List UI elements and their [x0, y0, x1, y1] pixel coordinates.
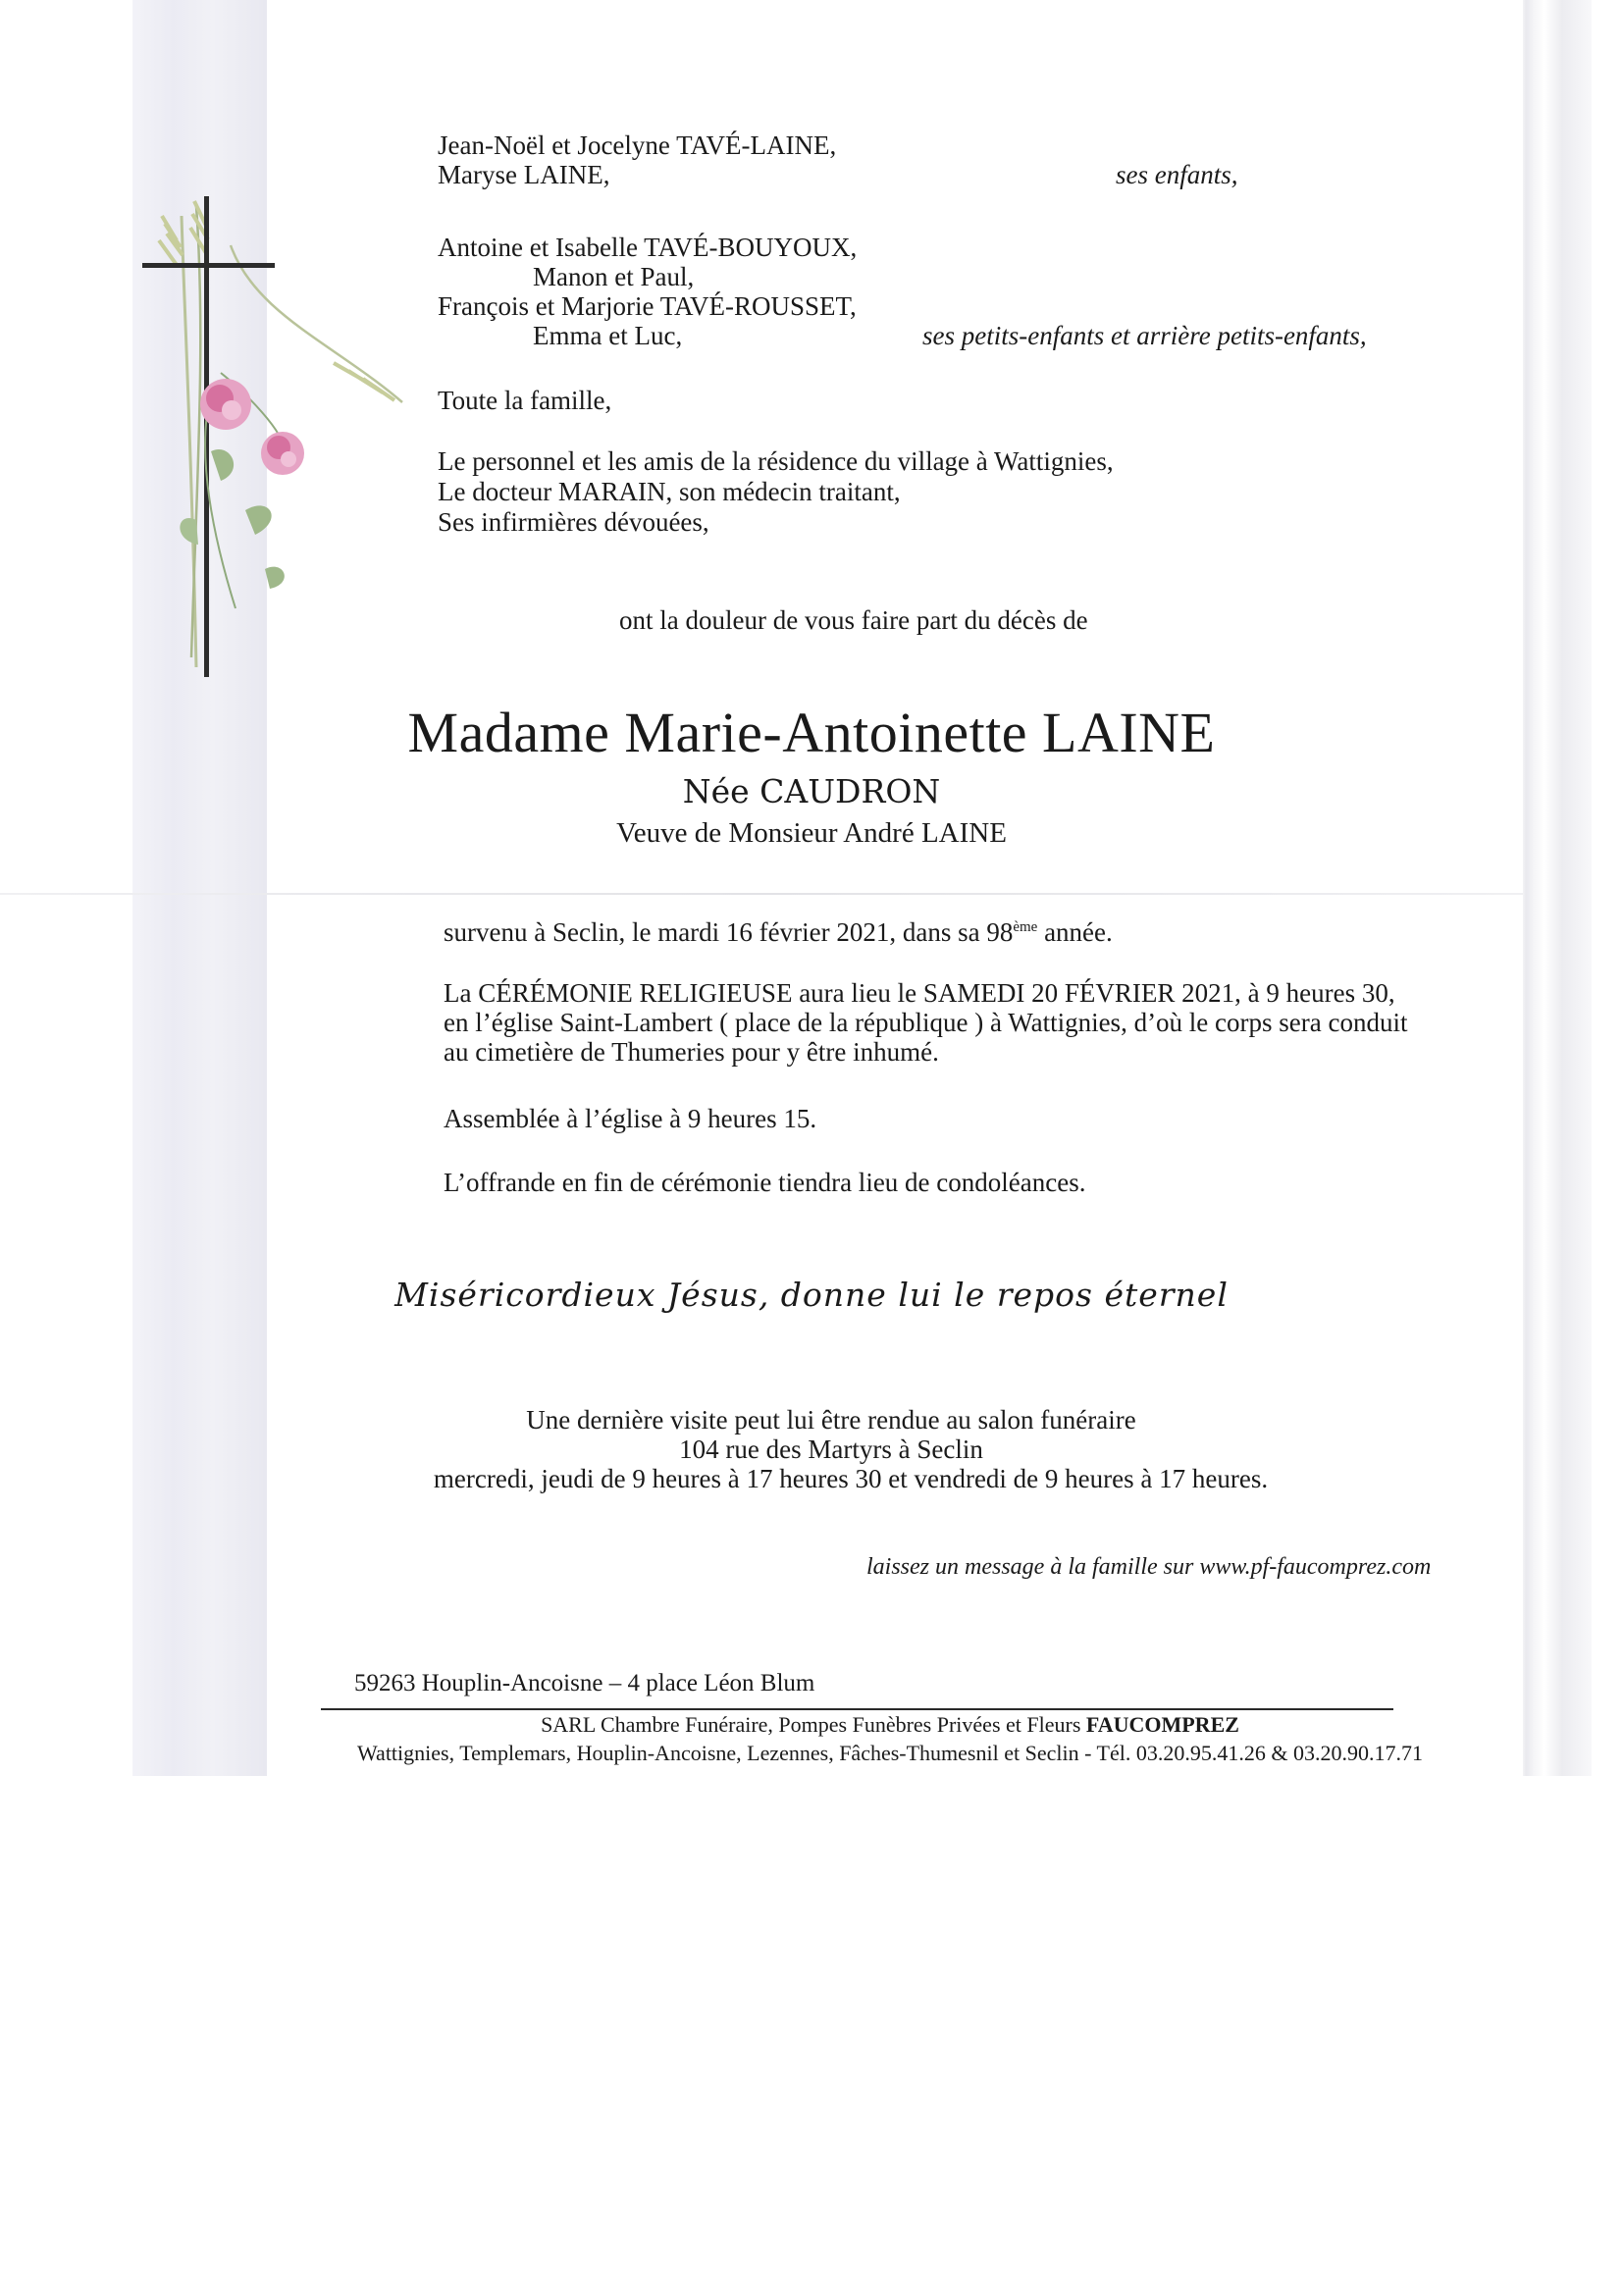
- website-message: laissez un message à la famille sur www.pf-faucomprez.com: [866, 1554, 1432, 1580]
- widow-line: Veuve de Monsieur André LAINE: [616, 817, 1007, 849]
- ceremony-line: La CÉRÉMONIE RELIGIEUSE aura lieu le SAMEDI 20 FÉVRIER 2021, à 9 heures 30,: [444, 978, 1395, 1008]
- announcement: ont la douleur de vous faire part du décès de: [619, 605, 1088, 635]
- relation-label: ses petits-enfants et arrière petits-enfants,: [922, 321, 1367, 350]
- ceremony-line: en l’église Saint-Lambert ( place de la république ) à Wattignies, d’où le corps sera conduit: [444, 1008, 1408, 1037]
- family-line: Ses infirmières dévouées,: [438, 507, 709, 537]
- family-line: Maryse LAINE,: [438, 160, 610, 189]
- family-line: Manon et Paul,: [533, 262, 695, 291]
- visit-line: Une dernière visite peut lui être rendue au salon funéraire: [526, 1405, 1136, 1435]
- deceased-name: Madame Marie-Antoinette LAINE: [407, 701, 1216, 764]
- death-line: survenu à Seclin, le mardi 16 février 2021, dans sa 98ème année.: [444, 917, 1113, 947]
- assembly-line: Assemblée à l’église à 9 heures 15.: [444, 1104, 817, 1133]
- fold-line: [0, 893, 1523, 895]
- offering-line: L’offrande en fin de cérémonie tiendra lieu de condoléances.: [444, 1168, 1086, 1197]
- prayer: Miséricordieux Jésus, donne lui le repos éternel: [394, 1276, 1229, 1314]
- family-line: Toute la famille,: [438, 386, 612, 415]
- family-line: Jean-Noël et Jocelyne TAVÉ-LAINE,: [438, 130, 837, 160]
- cross-flowers-icon: [137, 196, 432, 687]
- family-line: Le personnel et les amis de la résidence du village à Wattignies,: [438, 446, 1114, 476]
- footer-address: 59263 Houplin-Ancoisne – 4 place Léon Blum: [354, 1670, 815, 1696]
- ceremony-line: au cimetière de Thumeries pour y être inhumé.: [444, 1037, 939, 1067]
- footer-locations: Wattignies, Templemars, Houplin-Ancoisne, Lezennes, Fâches-Thumesnil et Seclin - Tél. 03.20.95.41.26 & 03.20.90.17.71: [357, 1741, 1423, 1765]
- visit-line: 104 rue des Martyrs à Seclin: [679, 1435, 983, 1464]
- visit-line: mercredi, jeudi de 9 heures à 17 heures 30 et vendredi de 9 heures à 17 heures.: [433, 1464, 1269, 1493]
- relation-label: ses enfants,: [1116, 160, 1238, 189]
- blank-area: [0, 1776, 1623, 2296]
- family-line: Emma et Luc,: [533, 321, 683, 350]
- family-line: François et Marjorie TAVÉ-ROUSSET,: [438, 291, 857, 321]
- family-line: Antoine et Isabelle TAVÉ-BOUYOUX,: [438, 233, 858, 262]
- footer-rule: [321, 1708, 1393, 1710]
- page-edge: [1523, 0, 1592, 1776]
- family-line: Le docteur MARAIN, son médecin traitant,: [438, 477, 901, 506]
- footer-company: SARL Chambre Funéraire, Pompes Funèbres Privées et Fleurs FAUCOMPREZ: [541, 1712, 1239, 1737]
- maiden-name: Née CAUDRON: [682, 772, 941, 810]
